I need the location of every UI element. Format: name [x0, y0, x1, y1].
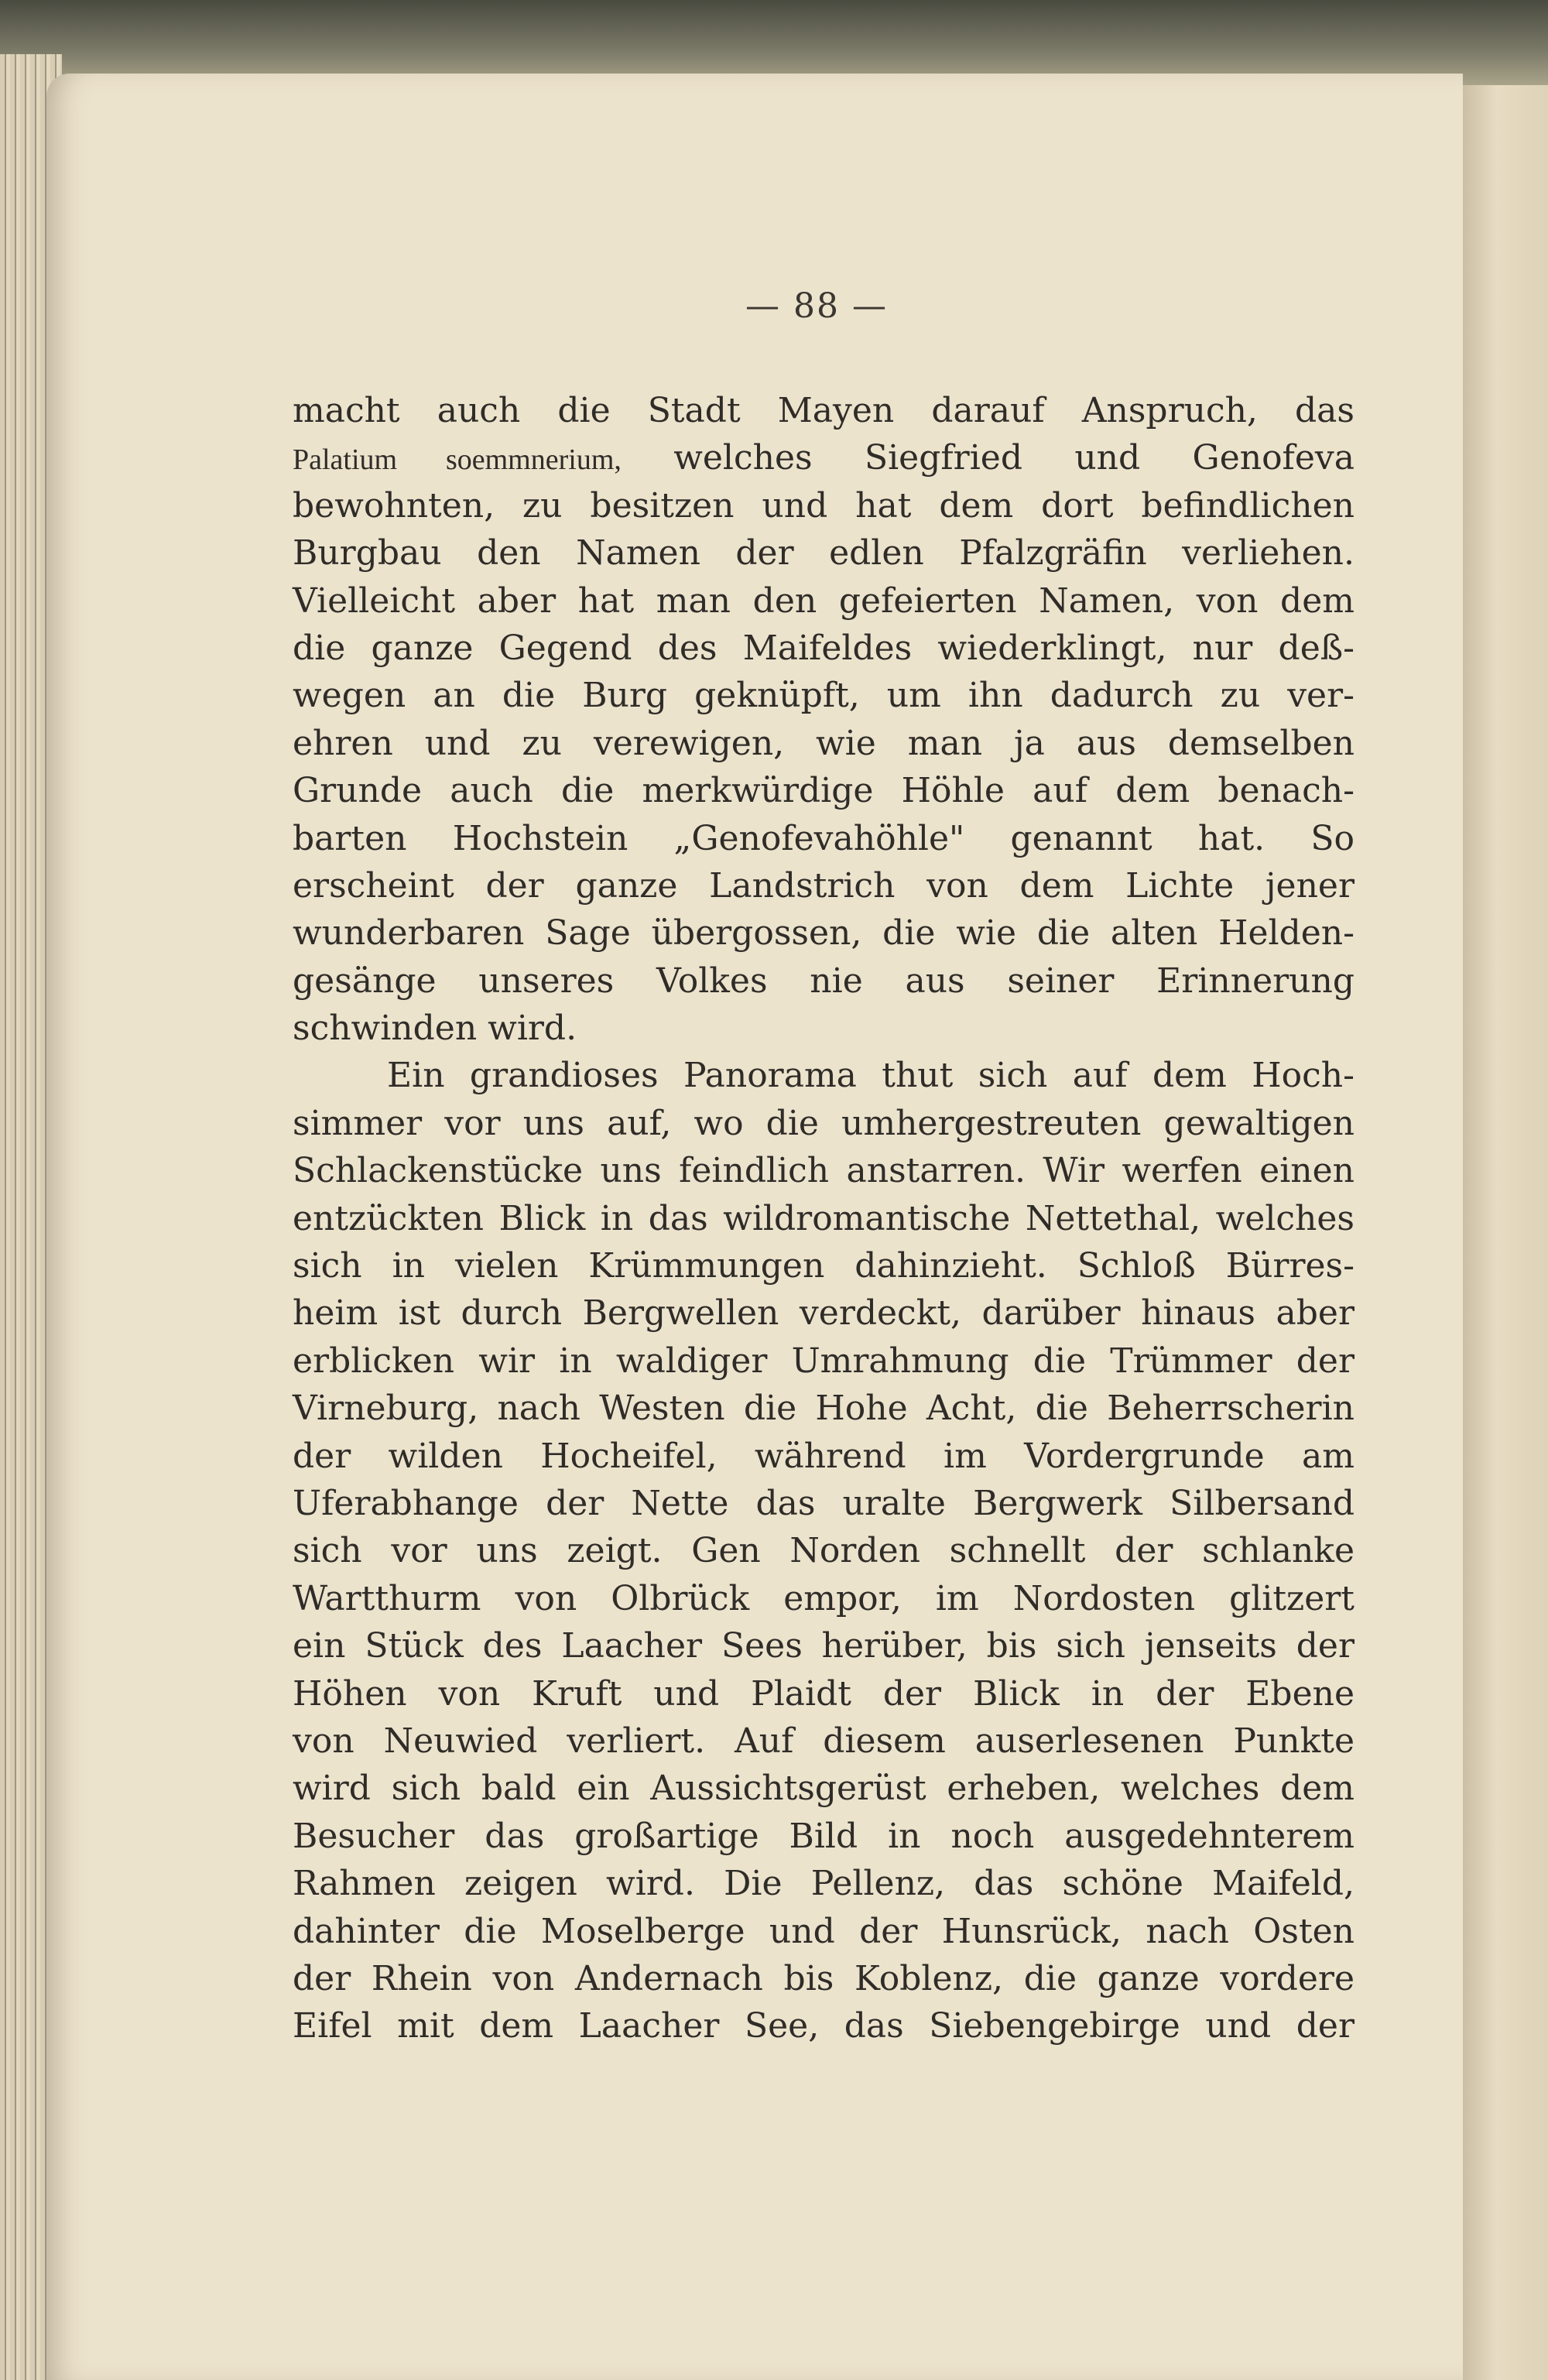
text-line: Vielleicht aber hat man den gefeierten Namen, von dem — [293, 580, 1354, 621]
text-line: von Neuwied verliert. Auf diesem auserlesenen Punkte — [293, 1721, 1354, 1761]
text-line: gesänge unseres Volkes nie aus seiner Erinnerung — [293, 961, 1354, 1001]
text-line: ehren und zu verewigen, wie man ja aus demselben — [293, 723, 1354, 763]
text-line: Grunde auch die merkwürdige Höhle auf dem benach- — [293, 771, 1354, 811]
text-line: Höhen von Kruft und Plaidt der Blick in der Ebene — [293, 1673, 1354, 1714]
body-text — [293, 387, 1354, 2050]
text-line: entzückten Blick in das wildromantische Nettethal, welches — [293, 1198, 1354, 1238]
text-line: macht auch die Stadt Mayen darauf Anspruch, das — [293, 391, 1354, 430]
text-line: wunderbaren Sage übergossen, die wie die alten Helden- — [293, 913, 1354, 954]
adjacent-page-edge — [1459, 85, 1548, 2380]
page-number: — 88 — — [745, 286, 888, 326]
text-line: heim ist durch Bergwellen verdeckt, darüber hinaus aber — [293, 1293, 1354, 1334]
text-line: bewohnten, zu besitzen und hat dem dort befindlichen — [293, 485, 1354, 526]
text-line: sich vor uns zeigt. Gen Norden schnellt der schlanke — [293, 1531, 1354, 1571]
text-line: wird sich bald ein Aussichtsgerüst erheben, welches dem — [293, 1769, 1354, 1809]
text-line: Uferabhange der Nette das uralte Bergwerk Silbersand — [293, 1483, 1354, 1523]
text-line: der wilden Hocheifel, während im Vordergrunde am — [293, 1436, 1354, 1476]
text-line: der Rhein von Andernach bis Koblenz, die ganze vordere — [293, 1958, 1354, 1998]
text-line: Schlackenstücke uns feindlich anstarren. Wir werfen einen — [293, 1151, 1354, 1191]
text-line: simmer vor uns auf, wo die umhergestreuten gewaltigen — [293, 1103, 1354, 1143]
text-line: Rahmen zeigen wird. Die Pellenz, das schöne Maifeld, — [293, 1864, 1354, 1904]
text-line: erscheint der ganze Landstrich von dem Lichte jener — [293, 865, 1354, 906]
text-line: sich in vielen Krümmungen dahinzieht. Schloß Bürres- — [293, 1246, 1354, 1286]
text-line: barten Hochstein „Genofevahöhle" genannt hat. So — [293, 818, 1354, 858]
text-line: Eifel mit dem Laacher See, das Siebengebirge und der — [293, 2006, 1354, 2046]
text-line: Besucher das großartige Bild in noch ausgedehnterem — [293, 1816, 1354, 1856]
text-line: wegen an die Burg geknüpft, um ihn dadurch zu ver- — [293, 676, 1354, 716]
text-line: Burgbau den Namen der edlen Pfalzgräfin verliehen. — [293, 533, 1354, 574]
text-line: Virneburg, nach Westen die Hohe Acht, die Beherrscherin — [293, 1389, 1354, 1429]
text-line: die ganze Gegend des Maifeldes wiederklingt, nur deß- — [293, 628, 1354, 668]
text-line — [293, 434, 1354, 481]
text-line: schwinden wird. — [293, 1009, 577, 1049]
text-line: dahinter die Moselberge und der Hunsrück, nach Osten — [293, 1911, 1354, 1951]
text-line: ein Stück des Laacher Sees herüber, bis sich jenseits der — [293, 1626, 1354, 1666]
book-edge-top — [0, 0, 1548, 85]
text-line: erblicken wir in waldiger Umrahmung die Trümmer der — [293, 1341, 1354, 1381]
text-line: Ein grandioses Panorama thut sich auf dem Hoch- — [387, 1056, 1354, 1096]
text-line: Wartthurm von Olbrück empor, im Nordosten glitzert — [293, 1578, 1354, 1618]
text-fragment: welches Siegfried und Genofeva — [673, 438, 1354, 478]
latin-term: Palatium soemmnerium, — [293, 443, 622, 477]
